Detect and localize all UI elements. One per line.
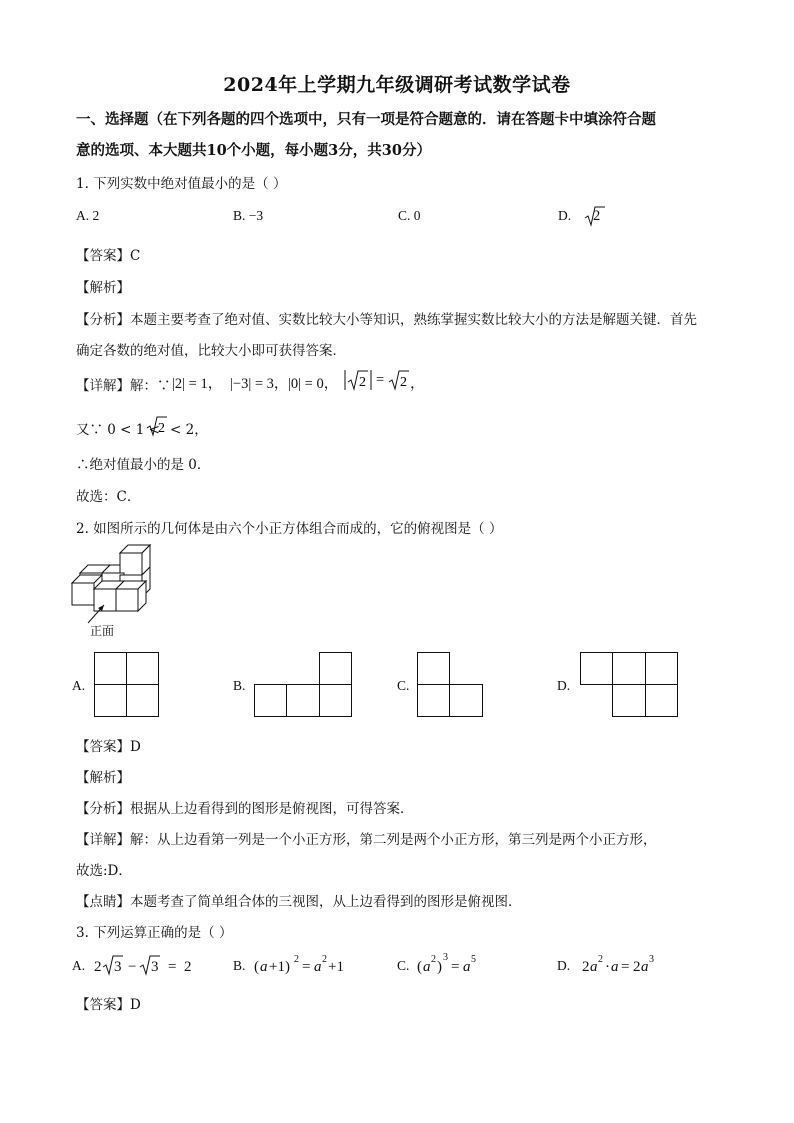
q1-option-d: D. bbox=[558, 208, 572, 223]
q3-option-b-expr bbox=[254, 951, 364, 977]
svg-text:a: a bbox=[641, 959, 649, 975]
svg-text:2: 2 bbox=[158, 421, 165, 436]
q3-answer: 【答案】D bbox=[76, 997, 141, 1013]
svg-text:2: 2 bbox=[359, 375, 366, 390]
q1-choose: 故选：C． bbox=[76, 489, 141, 505]
svg-text:2: 2 bbox=[431, 954, 436, 965]
section-heading-line1: 一、选择题（在下列各题的四个选项中，只有一项是符合题意的．请在答题卡中填涂符合题 bbox=[76, 111, 656, 128]
svg-text:2: 2 bbox=[322, 954, 327, 965]
q1-sqrt2-value-icon bbox=[388, 369, 410, 391]
svg-text:): ) bbox=[437, 959, 442, 975]
svg-text:+1): +1) bbox=[269, 959, 290, 975]
svg-text:3: 3 bbox=[443, 952, 448, 963]
q3-option-d-label: D. bbox=[557, 958, 571, 973]
q1-abs-eq: = bbox=[376, 372, 385, 388]
svg-text:3: 3 bbox=[151, 959, 159, 975]
q2-option-a-label: A. bbox=[72, 678, 86, 693]
svg-text:=: = bbox=[168, 959, 177, 975]
q3-option-a-expr bbox=[94, 953, 204, 977]
q2-answer: 【答案】D bbox=[76, 739, 141, 755]
q2-option-b-figure bbox=[254, 652, 354, 718]
q2-cube-solid-figure bbox=[70, 545, 170, 635]
svg-text:a: a bbox=[611, 959, 619, 975]
svg-text:2: 2 bbox=[294, 954, 299, 965]
q1-abs-2: |2| = 1， bbox=[172, 376, 223, 392]
q1-xiangjie-prefix: 【详解】解：∵ bbox=[76, 378, 171, 394]
q1-abs-sqrt2-icon bbox=[344, 369, 374, 391]
q3-stem: 3. 下列运算正确的是（ ） bbox=[76, 925, 233, 941]
svg-text:3: 3 bbox=[114, 959, 122, 975]
q1-you: 又∵ 0 < 1 < bbox=[76, 422, 160, 438]
q1-fenxi-line2: 确定各数的绝对值，比较大小即可获得答案． bbox=[76, 343, 346, 359]
q2-choose: 故选:D． bbox=[76, 863, 132, 879]
svg-text:(: ( bbox=[254, 959, 259, 975]
section-heading-line2: 意的选项、本大题共10个小题，每小题3分，共30分） bbox=[76, 142, 431, 159]
q1-abs-neg3: |−3| = 3， bbox=[230, 376, 289, 392]
q1-abs-comma: ， bbox=[410, 376, 425, 392]
q1-you-sqrt2-icon bbox=[146, 415, 168, 437]
q2-dianjing: 【点睛】本题考查了简单组合体的三视图，从上边看得到的图形是俯视图． bbox=[76, 894, 522, 910]
q1-you-tail: < 2， bbox=[170, 422, 208, 438]
q2-option-d-figure bbox=[580, 652, 680, 718]
svg-text:2: 2 bbox=[400, 375, 407, 390]
svg-text:3: 3 bbox=[649, 954, 654, 965]
svg-text:a: a bbox=[260, 959, 268, 975]
q1-stem: 1. 下列实数中绝对值最小的是（ ） bbox=[76, 176, 287, 192]
q1-option-b: B. −3 bbox=[233, 208, 264, 223]
svg-text:a: a bbox=[423, 959, 431, 975]
q1-abs-0: |0| = 0， bbox=[288, 376, 339, 392]
q1-fenxi-line1: 【分析】本题主要考查了绝对值、实数比较大小等知识，熟练掌握实数比较大小的方法是解题关键．首先 bbox=[76, 312, 697, 328]
q1-option-c: C. 0 bbox=[398, 208, 421, 223]
svg-text:−: − bbox=[128, 959, 137, 975]
q3-option-c-expr bbox=[417, 951, 497, 977]
svg-text:2: 2 bbox=[633, 959, 641, 975]
q3-option-d-expr bbox=[582, 951, 672, 977]
svg-text:a: a bbox=[463, 959, 471, 975]
q2-front-label: 正面 bbox=[90, 624, 115, 638]
svg-text:=: = bbox=[302, 959, 311, 975]
page-title: 2024年上学期九年级调研考试数学试卷 bbox=[223, 74, 571, 96]
svg-text:a: a bbox=[314, 959, 322, 975]
svg-text:2: 2 bbox=[184, 959, 192, 975]
svg-text:=: = bbox=[451, 959, 460, 975]
q2-option-b-label: B. bbox=[233, 678, 246, 693]
q1-option-a: A. 2 bbox=[76, 208, 100, 223]
q2-analysis-head: 【解析】 bbox=[76, 770, 130, 786]
q1-answer: 【答案】C bbox=[76, 248, 141, 264]
q2-xiangjie: 【详解】解：从上边看第一列是一个小正方形，第二列是两个小正方形，第三列是两个小正方形， bbox=[76, 832, 657, 848]
q3-option-c-label: C. bbox=[397, 958, 410, 973]
svg-text:2: 2 bbox=[582, 959, 590, 975]
q2-option-c-label: C. bbox=[397, 678, 410, 693]
q2-option-d-label: D. bbox=[557, 678, 571, 693]
q3-option-b-label: B. bbox=[233, 958, 246, 973]
q2-option-c-figure bbox=[417, 652, 485, 718]
svg-text:=: = bbox=[621, 959, 630, 975]
svg-text:2: 2 bbox=[598, 954, 603, 965]
q1-option-d-radicand: 2 bbox=[593, 208, 601, 224]
q3-option-a-label: A. bbox=[72, 958, 86, 973]
q2-stem: 2. 如图所示的几何体是由六个小正方体组合而成的，它的俯视图是（ ） bbox=[76, 521, 503, 537]
svg-text:·: · bbox=[605, 959, 610, 975]
svg-text:5: 5 bbox=[471, 954, 476, 965]
q1-analysis-head: 【解析】 bbox=[76, 280, 130, 296]
svg-text:(: ( bbox=[417, 959, 422, 975]
svg-text:a: a bbox=[590, 959, 598, 975]
q2-option-a-figure bbox=[94, 652, 160, 718]
svg-text:2: 2 bbox=[94, 959, 102, 975]
svg-text:+1: +1 bbox=[328, 959, 344, 975]
q1-conclusion: ∴绝对值最小的是 0． bbox=[76, 457, 211, 473]
q2-fenxi: 【分析】根据从上边看得到的图形是俯视图，可得答案． bbox=[76, 801, 414, 817]
